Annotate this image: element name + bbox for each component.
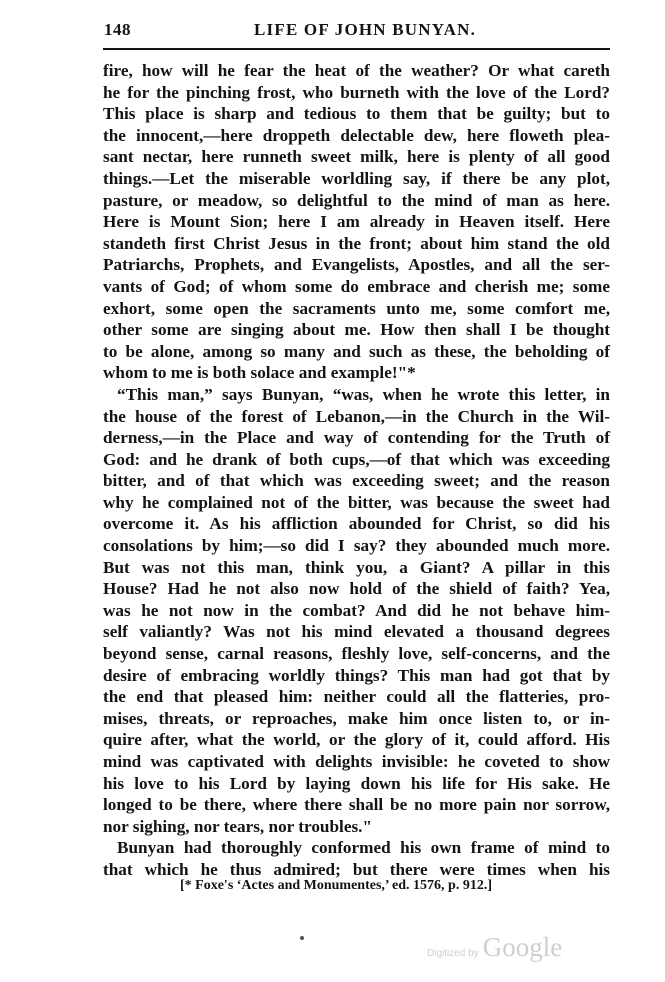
text-line: Here is Mount Sion; here I am already in Heaven itself. Here: [103, 212, 610, 232]
text-line: longed to be there, where there shall be no more pain nor sorrow,: [103, 795, 610, 815]
watermark-brand: Google: [482, 932, 563, 962]
text-line: beyond sense, carnal reasons, fleshly love, self-concerns, and the: [103, 644, 610, 664]
text-line: God: and he drank of both cups,—of that which was exceeding: [103, 449, 610, 469]
text-line: mises, threats, or reproaches, make him once listen to, or in-: [103, 708, 610, 728]
text-line: Patriarchs, Prophets, and Evangelists, Apostles, and all the ser-: [103, 255, 610, 275]
text-line: self valiantly? Was not his mind elevated a thousand degrees: [103, 622, 610, 642]
header-rule: [103, 48, 610, 50]
text-line: quire after, what the world, or the glory of it, could afford. His: [103, 730, 610, 750]
text-line: his love to his Lord by laying down his life for His sake. He: [103, 773, 610, 793]
text-line: “This man,” says Bunyan, “was, when he wrote this letter, in: [117, 384, 610, 404]
text-line: mind was captivated with delights invisible: he coveted to show: [103, 752, 610, 771]
text-line: standeth first Christ Jesus in the front; about him stand the old: [103, 233, 610, 253]
page-number: 148: [104, 20, 131, 39]
text-line: sant nectar, here runneth sweet milk, here is plenty of all good: [103, 147, 610, 167]
text-line: House? Had he not also now hold of the shield of faith? Yea,: [103, 579, 610, 599]
running-header: [104, 20, 610, 42]
text-line: things.—Let the miserable worldling say, if there be any plot,: [103, 168, 610, 188]
text-line: derness,—in the Place and way of contending for the Truth of: [103, 428, 610, 448]
text-line: whom to me is both solace and example!"*: [103, 363, 416, 383]
text-line: fire, how will he fear the heat of the weather? Or what careth: [103, 61, 610, 80]
text-line: nor sighing, nor tears, nor troubles.": [103, 816, 372, 836]
running-title: LIFE OF JOHN BUNYAN.: [254, 20, 477, 39]
text-line: why he complained not of the bitter, was because the sweet had: [103, 492, 610, 512]
text-line: that which he thus admired; but there were times when his: [103, 859, 610, 879]
stray-mark: [300, 936, 304, 940]
text-line: But was not this man, think you, a Giant? A pillar in this: [103, 557, 610, 577]
text-line: This place is sharp and tedious to them that be guilty; but to: [103, 104, 610, 124]
text-line: bitter, and of that which was exceeding sweet; and the reason: [103, 471, 610, 491]
text-line: the end that pleased him: neither could all the flatteries, pro-: [103, 687, 610, 707]
watermark-prefix: Digitized by: [427, 948, 479, 959]
google-watermark: [427, 932, 562, 963]
text-line: vants of God; of whom some do embrace and cherish me; some: [103, 276, 610, 296]
text-line: he for the pinching frost, who burneth with the love of the Lord?: [103, 82, 610, 102]
text-line: desire of embracing worldly things? This man had got that by: [103, 665, 610, 685]
text-line: to be alone, among so many and such as these, the beholding of: [103, 341, 610, 361]
text-line: other some are singing about me. How then shall I be thought: [103, 320, 610, 340]
footnote: [* Foxe's ‘Actes and Monumentes,’ ed. 1576, p. 912.]: [180, 878, 492, 893]
text-line: exhort, some open the sacraments unto me, some comfort me,: [103, 298, 610, 318]
text-line: was he not now in the combat? And did he not behave him-: [103, 600, 610, 620]
text-line: the innocent,—here droppeth delectable dew, here floweth plea-: [103, 125, 610, 145]
text-line: the house of the forest of Lebanon,—in the Church in the Wil-: [103, 406, 610, 426]
body-text: [103, 60, 610, 881]
text-line: overcome it. As his affliction abounded for Christ, so did his: [103, 514, 610, 534]
text-line: Bunyan had thoroughly conformed his own frame of mind to: [117, 838, 610, 858]
text-line: consolations by him;—so did I say? they abounded much more.: [103, 536, 610, 556]
text-line: pasture, or meadow, so delightful to the mind of man as here.: [103, 190, 610, 210]
